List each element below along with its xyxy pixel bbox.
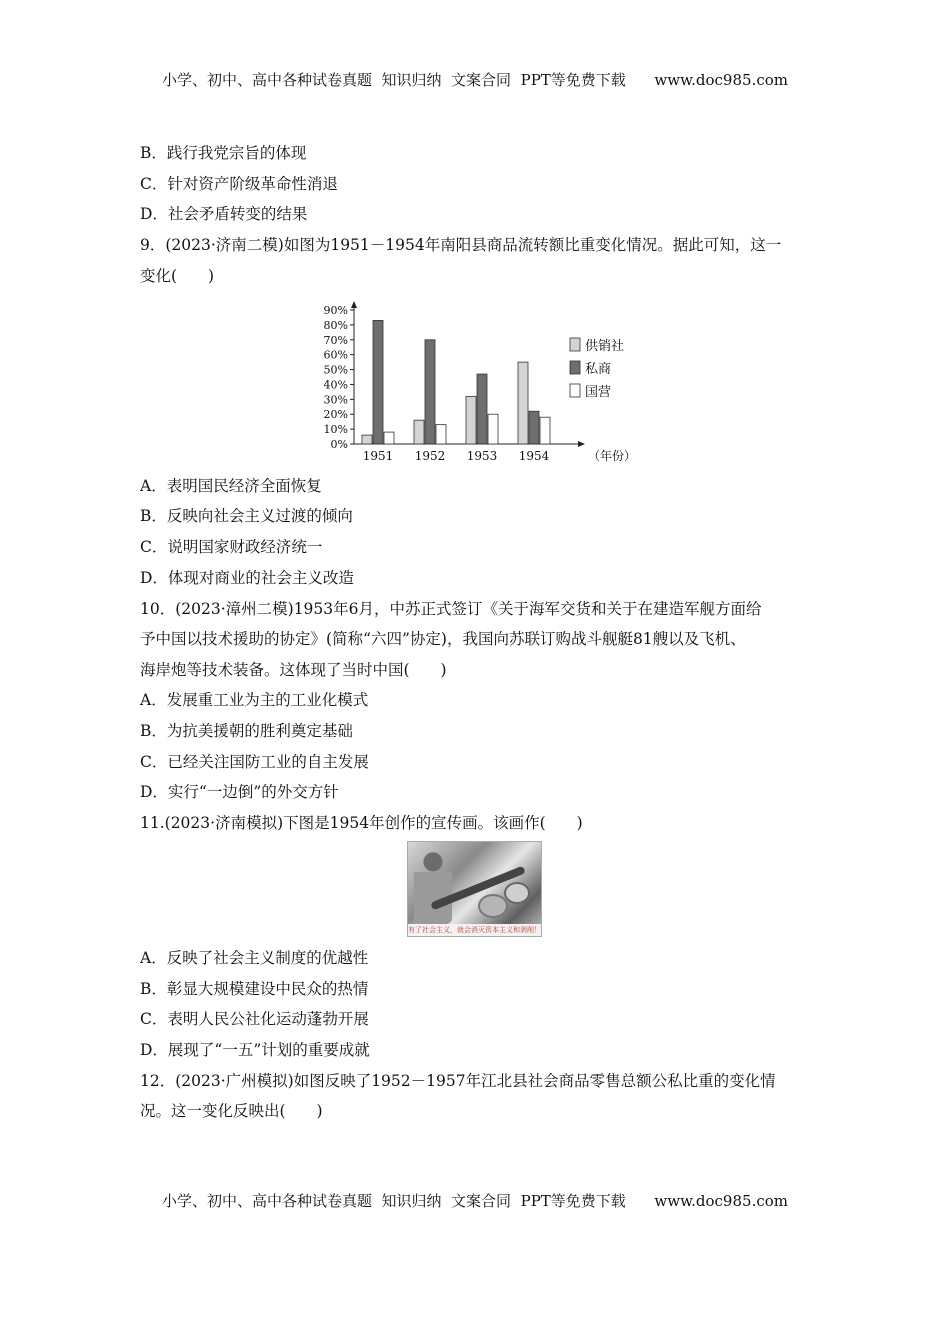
legend-label: 国营 [585,385,612,400]
y-tick-label: 70% [323,333,348,347]
q8-option-d: D．社会矛盾转变的结果 [140,205,308,223]
y-tick-label: 0% [330,438,348,451]
q9-bar-chart [318,300,648,470]
bar-国营-1953 [488,414,498,444]
page-footer: 小学、初中、高中各种试卷真题 知识归纳 文案合同 PPT等免费下载 www.doc985.com [161,1192,788,1210]
bar-国营-1951 [384,432,394,444]
y-tick-label: 60% [323,348,348,362]
bar-私商-1954 [529,411,539,444]
y-tick-label: 50% [323,363,348,377]
bar-供销社-1952 [414,420,424,444]
y-tick-label: 80% [323,318,348,332]
legend-label: 私商 [585,362,612,377]
q8-option-c: C．针对资产阶级革命性消退 [140,175,338,193]
x-tick-label: 1953 [466,449,498,463]
q9-option-a: A．表明国民经济全面恢复 [140,477,322,495]
x-tick-label: 1951 [362,449,394,463]
bar-供销社-1953 [466,396,476,444]
poster-shape [478,894,508,918]
bar-私商-1953 [477,374,487,444]
q10-option-c: C．已经关注国防工业的自主发展 [140,753,369,771]
bar-私商-1951 [373,320,383,444]
q11-option-b: B．彰显大规模建设中民众的热情 [140,980,369,998]
q9-option-b: B．反映向社会主义过渡的倾向 [140,507,353,525]
q10-stem-line3: 海岸炮等技术装备。这体现了当时中国( ) [140,661,447,679]
y-tick-label: 10% [323,423,348,437]
chart-svg [318,300,648,470]
propaganda-poster-image [407,841,542,937]
q9-stem-line1: 9．(2023·济南二模)如图为1951－1954年南阳县商品流转额比重变化情况。据此可知，这一 [140,236,782,254]
q10-option-d: D．实行“一边倒”的外交方针 [140,783,339,801]
q9-stem-line2: 变化( ) [140,267,215,285]
q10-option-b: B．为抗美援朝的胜利奠定基础 [140,722,353,740]
q11-option-d: D．展现了“一五”计划的重要成就 [140,1041,370,1059]
legend-label: 供销社 [585,339,625,354]
poster-caption: 有了社会主义，就会消灭资本主义和剥削！ [408,926,541,934]
poster-worker-figure [414,850,452,924]
q10-option-a: A．发展重工业为主的工业化模式 [140,691,369,709]
y-axis-arrow [351,301,357,308]
x-axis-label: （年份） [588,449,637,463]
y-tick-label: 20% [323,408,348,422]
y-tick-label: 30% [323,393,348,407]
y-tick-label: 90% [323,304,348,317]
poster-shape [504,882,530,904]
x-axis-arrow [578,441,585,447]
legend-swatch-国营 [570,384,580,397]
q9-option-c: C．说明国家财政经济统一 [140,538,323,556]
y-tick-label: 40% [323,378,348,392]
legend-swatch-私商 [570,361,580,374]
q10-stem-line1: 10．(2023·漳州二模)1953年6月，中苏正式签订《关于海军交货和关于在建造军舰方面给 [140,600,762,618]
q9-option-d: D．体现对商业的社会主义改造 [140,569,354,587]
bar-供销社-1951 [362,435,372,444]
legend-swatch-供销社 [570,338,580,351]
q11-stem: 11.(2023·济南模拟)下图是1954年创作的宣传画。该画作( ) [140,814,583,832]
q12-stem-line1: 12．(2023·广州模拟)如图反映了1952－1957年江北县社会商品零售总额公私比重的变化情 [140,1072,776,1090]
q8-option-b: B．践行我党宗旨的体现 [140,144,307,162]
bar-供销社-1954 [518,362,528,444]
q10-stem-line2: 予中国以技术援助的协定》(简称“六四”协定)，我国向苏联订购战斗舰艇81艘以及飞机、 [140,630,746,648]
q11-option-a: A．反映了社会主义制度的优越性 [140,949,369,967]
bar-国营-1952 [436,425,446,444]
bar-私商-1952 [425,340,435,444]
x-tick-label: 1954 [518,449,550,463]
page-header: 小学、初中、高中各种试卷真题 知识归纳 文案合同 PPT等免费下载 www.doc985.com [161,71,788,89]
q12-stem-line2: 况。这一变化反映出( ) [140,1102,323,1120]
x-tick-label: 1952 [414,449,446,463]
q11-option-c: C．表明人民公社化运动蓬勃开展 [140,1010,369,1028]
bar-国营-1954 [540,417,550,444]
